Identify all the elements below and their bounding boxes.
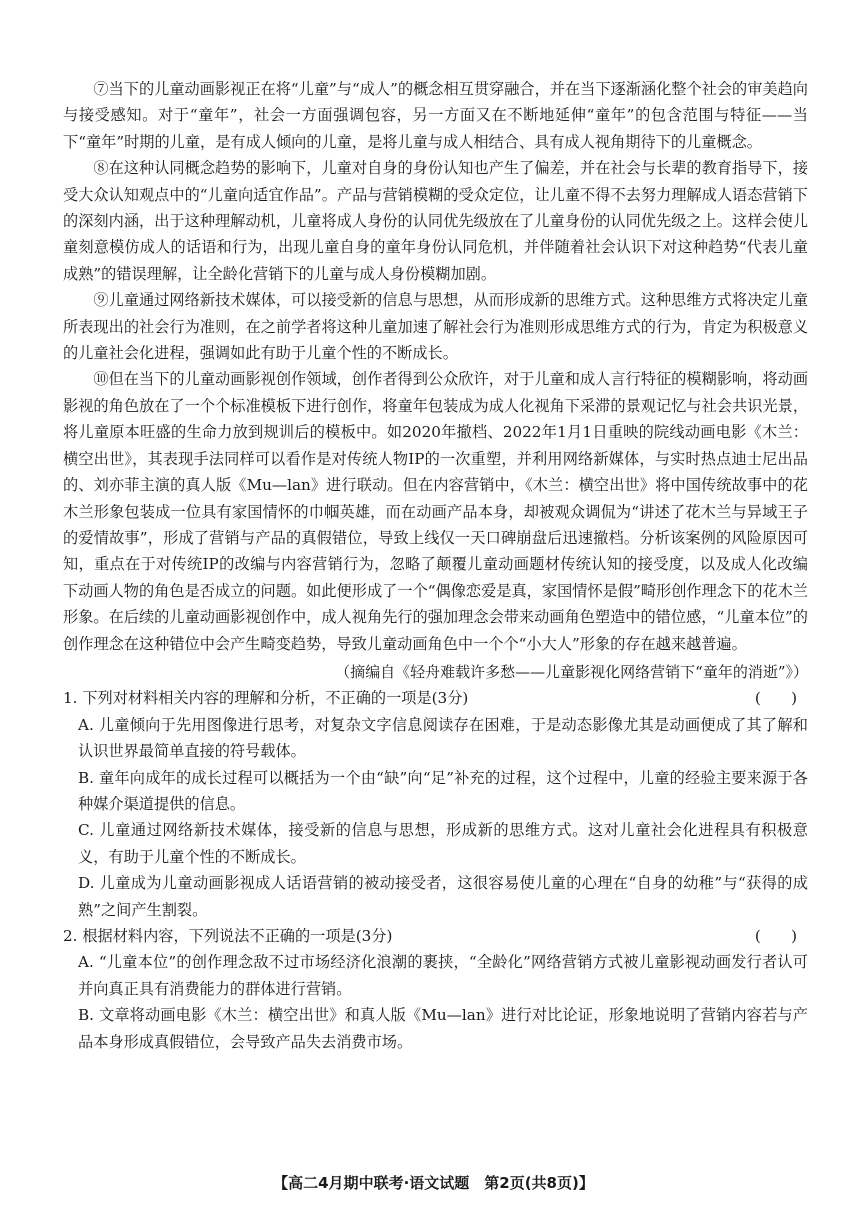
question-2-option-a: A. “儿童本位”的创作理念敌不过市场经济化浪潮的裹挟，“全龄化”网络营销方式被儿童影视动画发行者认可并向真正具有消费能力的群体进行营销。	[78, 953, 808, 998]
question-2-text: 2. 根据材料内容，下列说法不正确的一项是(3分)	[63, 927, 393, 945]
paragraph-8: ⑧在这种认同概念趋势的影响下，儿童对自身的身份认知也产生了偏差，并在社会与长辈的教育指导下，接受大众认知观点中的“儿童向适宜作品”。产品与营销模糊的受众定位，让儿童不得不去努力理解成人语态营销下的深刻内涵，出于这种理解动机，儿童将成人身份的认同优先级放在了儿童身份的认同优先级之上。这样会使儿童刻意模仿成人的话语和行为，出现儿童自身的童年身份认同危机，并伴随着社会认识下对这种趋势“代表儿童成熟”的错误理解，让全龄化营销下的儿童与成人身份模糊加剧。	[63, 159, 808, 283]
question-1-answer-blank: ( )	[754, 689, 798, 708]
page-footer: 【高二4月期中联考·语文试题 第2页(共8页)】	[273, 1174, 594, 1192]
exam-page-body	[63, 76, 808, 1055]
question-1-stem	[63, 685, 808, 711]
question-2-stem	[63, 923, 808, 949]
source-citation: （摘编自《轻舟难载许多愁——儿童影视化网络营销下“童年的消逝”》）	[335, 662, 808, 681]
question-2-answer-blank: ( )	[754, 927, 798, 945]
question-1-option-c: C. 儿童通过网络新技术媒体，接受新的信息与思想，形成新的思维方式。这对儿童社会化进程具有积极意义，有助于儿童个性的不断成长。	[78, 821, 808, 866]
question-1-option-a: A. 儿童倾向于先用图像进行思考，对复杂文字信息阅读存在困难，于是动态影像尤其是动画便成了其了解和认识世界最简单直接的符号载体。	[78, 715, 808, 761]
paragraph-10: ⑩但在当下的儿童动画影视创作领域，创作者得到公众欣许，对于儿童和成人言行特征的模糊影响，将动画影视的角色放在了一个个标准模板下进行创作，将童年包装成为成人化视角下采滞的景观记忆与社会共识光景，将儿童原本旺盛的生命力放到规训后的模板中。如2020年撤档、2022年1月1日重映的院线动画电影《木兰：横空出世》，其表现手法同样可以看作是对传统人物IP的一次重塑，并利用网络新媒体，与实时热点迪士尼出品的、刘亦菲主演的真人版《Mu—lan》进行联动。但在内容营销中，《木兰：横空出世》将中国传统故事中的花木兰形象包装成一位具有家国情怀的巾帼英雄，而在动画产品本身，却被观众调侃为“讲述了花木兰与异域王子的爱情故事”，形成了营销与产品的真假错位，导致上线仅一天口碑崩盘后迅速撤档。分析该案例的风险原因可知，重点在于对传统IP的改编与内容营销行为，忽略了颠覆儿童动画题材传统认知的接受度，以及成人化改编下动画人物的角色是否成立的问题。如此便形成了一个“偶像恋爱是真，家国情怀是假”畸形创作理念下的花木兰形象。在后续的儿童动画影视创作中，成人视角先行的强加理念会带来动画角色塑造中的错位感，“儿童本位”的创作理念在这种错位中会产生畸变趋势，导致儿童动画角色中一个个“小大人”形象的存在越来越普遍。	[63, 370, 808, 653]
question-1-option-b: B. 童年向成年的成长过程可以概括为一个由“缺”向“足”补充的过程，这个过程中，儿童的经验主要来源于各种媒介渠道提供的信息。	[78, 768, 808, 813]
paragraph-9: ⑨儿童通过网络新技术媒体，可以接受新的信息与思想，从而形成新的思维方式。这种思维方式将决定儿童所表现出的社会行为准则，在之前学者将这种儿童加速了解社会行为准则形成思维方式的行为，肯定为积极意义的儿童社会化进程，强调如此有助于儿童个性的不断成长。	[63, 291, 808, 363]
question-2-option-b: B. 文章将动画电影《木兰：横空出世》和真人版《Mu—lan》进行对比论证，形象地说明了营销内容若与产品本身形成真假错位，会导致产品失去消费市场。	[78, 1006, 808, 1051]
paragraph-7: ⑦当下的儿童动画影视正在将“儿童”与“成人”的概念相互贯穿融合，并在当下逐渐涵化整个社会的审美趋向与接受感知。对于“童年”，社会一方面强调包容，另一方面又在不断地延伸“童年”的包含范围与特征——当下“童年”时期的儿童，是有成人倾向的儿童，是将儿童与成人相结合、具有成人视角期待下的儿童概念。	[63, 80, 808, 151]
question-1-text: 1. 下列对材料相关内容的理解和分析，不正确的一项是(3分)	[63, 689, 469, 708]
question-1-option-d: D. 儿童成为儿童动画影视成人话语营销的被动接受者，这很容易使儿童的心理在“自身的幼稚”与“获得的成熟”之间产生割裂。	[78, 874, 808, 919]
